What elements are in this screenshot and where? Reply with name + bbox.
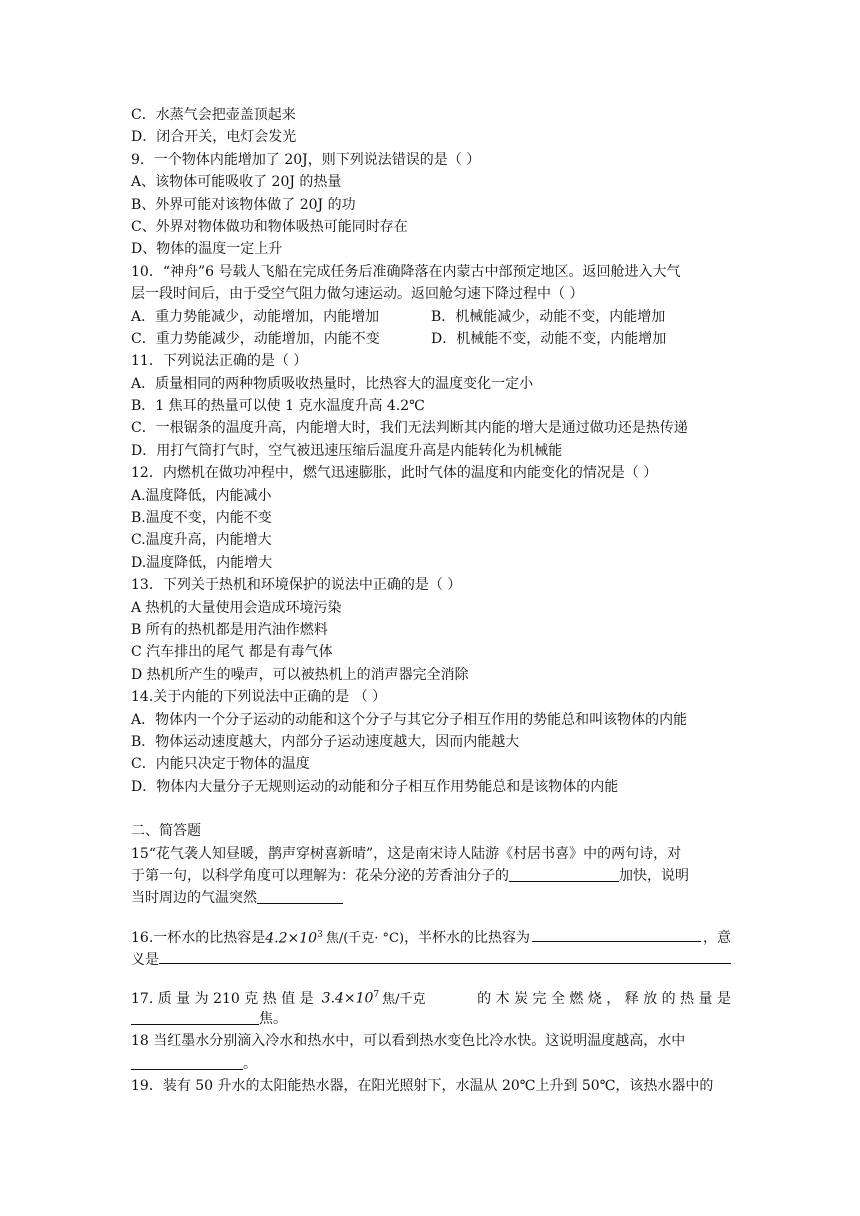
question-14: 14.关于内能的下列说法中正确的是 （ ） <box>131 689 387 706</box>
question-11: 11．下列说法正确的是（ ） <box>131 353 308 370</box>
question-15: 15“花气袭人知昼暖，鹊声穿树喜新晴”，这是南宋诗人陆游《村居书喜》中的两句诗，对 <box>131 845 682 862</box>
question-15-cont <box>131 865 731 887</box>
option-line: A．质量相同的两种物质吸收热量时，比热容大的温度变化一定小 <box>131 375 534 392</box>
question-text: 加快，说明 <box>619 867 689 884</box>
option-line: A.温度降低，内能减小 <box>131 487 272 504</box>
question-text: 16.一杯水的比热容是 <box>131 930 266 947</box>
option-row <box>131 328 731 350</box>
option-line: D、物体的温度一定上升 <box>131 241 283 258</box>
option-line: C．一根锯条的温度升高，内能增大时，我们无法判断其内能的增大是通过做功还是热传递 <box>131 420 688 437</box>
answer-blank[interactable] <box>532 926 701 942</box>
question-9: 9．一个物体内能增加了 20J，则下列说法错误的是（ ） <box>131 151 481 168</box>
option-line: C.温度升高，内能增大 <box>131 532 272 549</box>
question-15-cont <box>131 887 731 909</box>
answer-blank[interactable] <box>131 1054 243 1070</box>
question-text: 于第一句，以科学角度可以理解为：花朵分泌的芳香油分子的 <box>131 867 509 884</box>
option-line: D．闭合开关，电灯会发光 <box>131 129 297 146</box>
answer-blank[interactable] <box>131 1009 259 1025</box>
question-18-cont <box>131 1053 731 1075</box>
option-line: A 热机的大量使用会造成环境污染 <box>131 599 342 616</box>
spacer <box>131 798 731 820</box>
math-unit: 焦/千克 <box>382 991 426 1007</box>
math-coef: 4.2×10 <box>265 930 318 947</box>
option-row <box>131 306 731 328</box>
option-line: B．1 焦耳的热量可以使 1 克水温度升高 4.2℃ <box>131 398 425 415</box>
option-line: D.温度降低，内能增大 <box>131 554 273 571</box>
option-line: B．物体运动速度越大，内部分子运动速度越大，因而内能越大 <box>131 733 520 750</box>
option-line: B.温度不变，内能不变 <box>131 510 272 527</box>
option-line: A．物体内一个分子运动的动能和这个分子与其它分子相互作用的势能总和叫该物体的内能 <box>131 711 688 728</box>
math-coef: 3.4×10 <box>321 990 374 1007</box>
question-12: 12．内燃机在做功冲程中，燃气迅速膨胀，此时气体的温度和内能变化的情况是（ ） <box>131 465 658 482</box>
option-line: D 热机所产生的噪声，可以被热机上的消声器完全消除 <box>131 666 469 683</box>
option-line: B、外界可能对该物体做了 20J 的功 <box>131 196 356 213</box>
spacer <box>131 970 731 982</box>
option-d: D．机械能不变，动能不变，内能增加 <box>431 330 667 347</box>
answer-blank[interactable] <box>257 888 343 904</box>
option-line: C、外界对物体做功和物体吸热可能同时存在 <box>131 218 408 235</box>
math-exponent: 3 <box>317 929 323 940</box>
option-a: A．重力势能减少，动能增加，内能增加 <box>131 308 380 325</box>
option-line: C．水蒸气会把壶盖顶起来 <box>131 107 296 123</box>
option-line: C 汽车排出的尾气 都是有毒气体 <box>131 644 333 661</box>
option-c: C．重力势能减少，动能增加，内能不变 <box>131 330 380 347</box>
question-text: 17. 质 量 为 210 克 热 值 是 <box>131 990 314 1007</box>
question-13: 13．下列关于热机和环境保护的说法中正确的是（ ） <box>131 577 462 594</box>
question-text: 。 <box>243 1055 257 1072</box>
heat-value <box>322 982 380 1012</box>
question-text: 当时周边的气温突然 <box>131 890 257 907</box>
text-column <box>131 104 731 1098</box>
option-line: C．内能只决定于物体的温度 <box>131 756 310 773</box>
option-line: D．物体内大量分子无规则运动的动能和分子相互作用势能总和是该物体的内能 <box>131 778 619 795</box>
option-line: D．用打气筒打气时，空气被迅速压缩后温度升高是内能转化为机械能 <box>131 442 563 459</box>
question-text: 的 木 炭 完 全 燃 烧 ， 释 放 的 热 量 是 <box>477 990 731 1007</box>
question-19: 19．装有 50 升水的太阳能热水器，在阳光照射下，水温从 20℃上升到 50℃，该热水器中的 <box>131 1078 714 1095</box>
answer-blank[interactable] <box>159 948 731 964</box>
math-unit: 焦/(千克· °C) <box>325 931 405 947</box>
option-b: B．机械能减少，动能不变，内能增加 <box>431 308 666 325</box>
question-17 <box>131 982 731 1008</box>
spacer <box>131 910 731 922</box>
question-text: 义是 <box>131 951 159 968</box>
question-text: 焦。 <box>259 1011 287 1028</box>
question-10: 10．“神舟”6 号载人飞船在完成任务后准确降落在内蒙古中部预定地区。返回舱进入大气 <box>131 263 681 280</box>
option-line: A、该物体可能吸收了 20J 的热量 <box>131 174 342 191</box>
question-16 <box>131 922 731 948</box>
option-line: B 所有的热机都是用汽油作燃料 <box>131 621 328 638</box>
section-heading: 二、简答题 <box>131 823 201 840</box>
question-10-cont: 层一段时间后，由于受空气阻力做匀速运动。返回舱匀速下降过程中（ ） <box>131 286 584 303</box>
question-text: ，半杯水的比热容为 <box>404 930 531 947</box>
question-text: ，意 <box>703 930 731 947</box>
answer-blank[interactable] <box>509 866 619 882</box>
question-18: 18 当红墨水分别滴入冷水和热水中，可以看到热水变色比冷水快。这说明温度越高，水中 <box>131 1033 686 1050</box>
math-exponent: 7 <box>373 990 380 1001</box>
question-16-cont <box>131 948 731 970</box>
